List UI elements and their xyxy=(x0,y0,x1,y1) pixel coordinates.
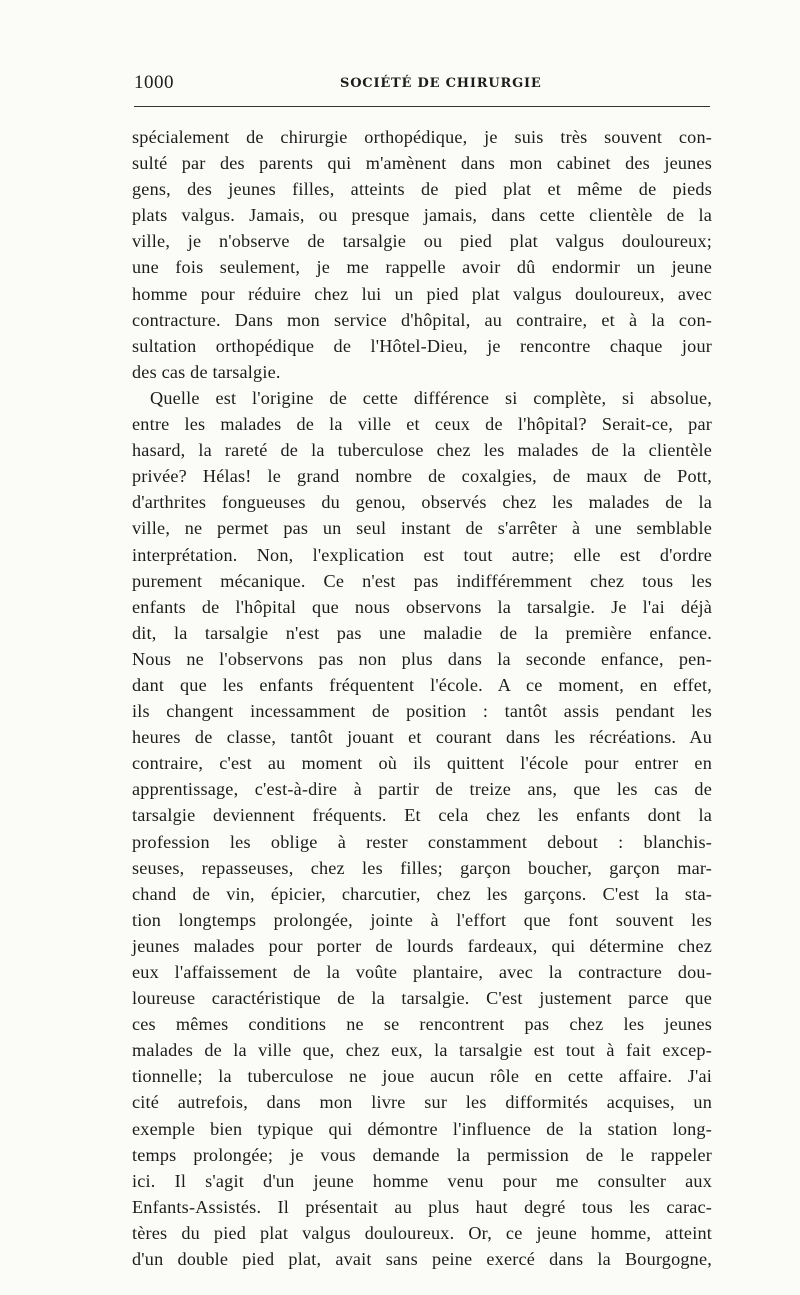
page-number: 1000 xyxy=(134,72,174,93)
body-text xyxy=(132,124,712,1272)
text-line: interprétation. Non, l'explication est tout autre; elle est d'ordre xyxy=(132,544,712,565)
text-line: tères du pied plat valgus douloureux. Or, ce jeune homme, atteint xyxy=(132,1222,712,1243)
text-line: contracture. Dans mon service d'hôpital, au contraire, et à la con- xyxy=(132,309,712,330)
text-line: eux l'affaissement de la voûte plantaire, avec la contracture dou- xyxy=(132,962,712,982)
text-line: chand de vin, épicier, charcutier, chez les garçons. C'est la sta- xyxy=(132,883,712,904)
text-line: tionnelle; la tuberculose ne joue aucun rôle en cette affaire. J'ai xyxy=(132,1066,712,1087)
text-line: sultation orthopédique de l'Hôtel-Dieu, je rencontre chaque jour xyxy=(132,335,712,356)
text-line: profession les oblige à rester constamment debout : blanchis- xyxy=(132,831,712,852)
text-line: temps prolongée; je vous demande la permission de le rappeler xyxy=(132,1144,712,1165)
text-line: Enfants-Assistés. Il présentait au plus haut degré tous les carac- xyxy=(132,1196,712,1217)
running-title: SOCIÉTÉ DE CHIRURGIE xyxy=(340,76,542,91)
text-line: sulté par des parents qui m'amènent dans mon cabinet des jeunes xyxy=(132,153,712,174)
text-line: ces mêmes conditions ne se rencontrent pas chez les jeunes xyxy=(132,1014,712,1035)
header-rule xyxy=(134,106,710,107)
text-line: malades de la ville que, chez eux, la tarsalgie est tout à fait excep- xyxy=(132,1040,712,1061)
text-line: privée? Hélas! le grand nombre de coxalgies, de maux de Pott, xyxy=(132,466,712,487)
paragraph-start-line: Quelle est l'origine de cette différence si complète, si absolue, xyxy=(150,387,712,408)
text-line: une fois seulement, je me rappelle avoir dû endormir un jeune xyxy=(132,257,712,278)
text-line: tarsalgie deviennent fréquents. Et cela chez les enfants dont la xyxy=(132,805,712,826)
text-line: d'arthrites fongueuses du genou, observés chez les malades de la xyxy=(132,492,712,513)
text-line: tion longtemps prolongée, jointe à l'effort que font souvent les xyxy=(132,909,712,930)
page-header xyxy=(134,72,710,96)
text-line: dit, la tarsalgie n'est pas une maladie de la première enfance. xyxy=(132,622,712,643)
text-line: loureuse caractéristique de la tarsalgie. C'est justement parce que xyxy=(132,988,712,1009)
text-line: Nous ne l'observons pas non plus dans la seconde enfance, pen- xyxy=(132,648,712,669)
text-line: spécialement de chirurgie orthopédique, je suis très souvent con- xyxy=(132,127,712,147)
text-line: heures de classe, tantôt jouant et courant dans les récréations. Au xyxy=(132,727,712,748)
text-line: jeunes malades pour porter de lourds fardeaux, qui détermine chez xyxy=(132,935,712,956)
text-line: dant que les enfants fréquentent l'école. A ce moment, en effet, xyxy=(132,674,712,695)
text-line: seuses, repasseuses, chez les filles; garçon boucher, garçon mar- xyxy=(132,857,712,878)
text-line: exemple bien typique qui démontre l'influence de la station long- xyxy=(132,1118,712,1139)
text-line: purement mécanique. Ce n'est pas indifféremment chez tous les xyxy=(132,570,712,591)
text-line: gens, des jeunes filles, atteints de pied plat et même de pieds xyxy=(132,179,712,200)
text-line: cité autrefois, dans mon livre sur les difformités acquises, un xyxy=(132,1092,712,1113)
text-line: ville, je n'observe de tarsalgie ou pied plat valgus douloureux; xyxy=(132,231,712,252)
text-line: ville, ne permet pas un seul instant de s'arrêter à une semblable xyxy=(132,518,712,539)
text-line: des cas de tarsalgie. xyxy=(132,361,281,382)
text-line: entre les malades de la ville et ceux de l'hôpital? Serait-ce, par xyxy=(132,414,712,435)
text-line: d'un double pied plat, avait sans peine exercé dans la Bourgogne, xyxy=(132,1249,712,1270)
text-line: ils changent incessamment de position : tantôt assis pendant les xyxy=(132,701,712,722)
text-line: enfants de l'hôpital que nous observons la tarsalgie. Je l'ai déjà xyxy=(132,596,712,617)
text-line: apprentissage, c'est-à-dire à partir de treize ans, que les cas de xyxy=(132,779,712,800)
text-line: ici. Il s'agit d'un jeune homme venu pour me consulter aux xyxy=(132,1170,712,1191)
text-line: contraire, c'est au moment où ils quittent l'école pour entrer en xyxy=(132,753,712,774)
text-line: hasard, la rareté de la tuberculose chez les malades de la clientèle xyxy=(132,440,712,461)
text-line: plats valgus. Jamais, ou presque jamais, dans cette clientèle de la xyxy=(132,205,712,226)
text-line: homme pour réduire chez lui un pied plat valgus douloureux, avec xyxy=(132,283,712,304)
